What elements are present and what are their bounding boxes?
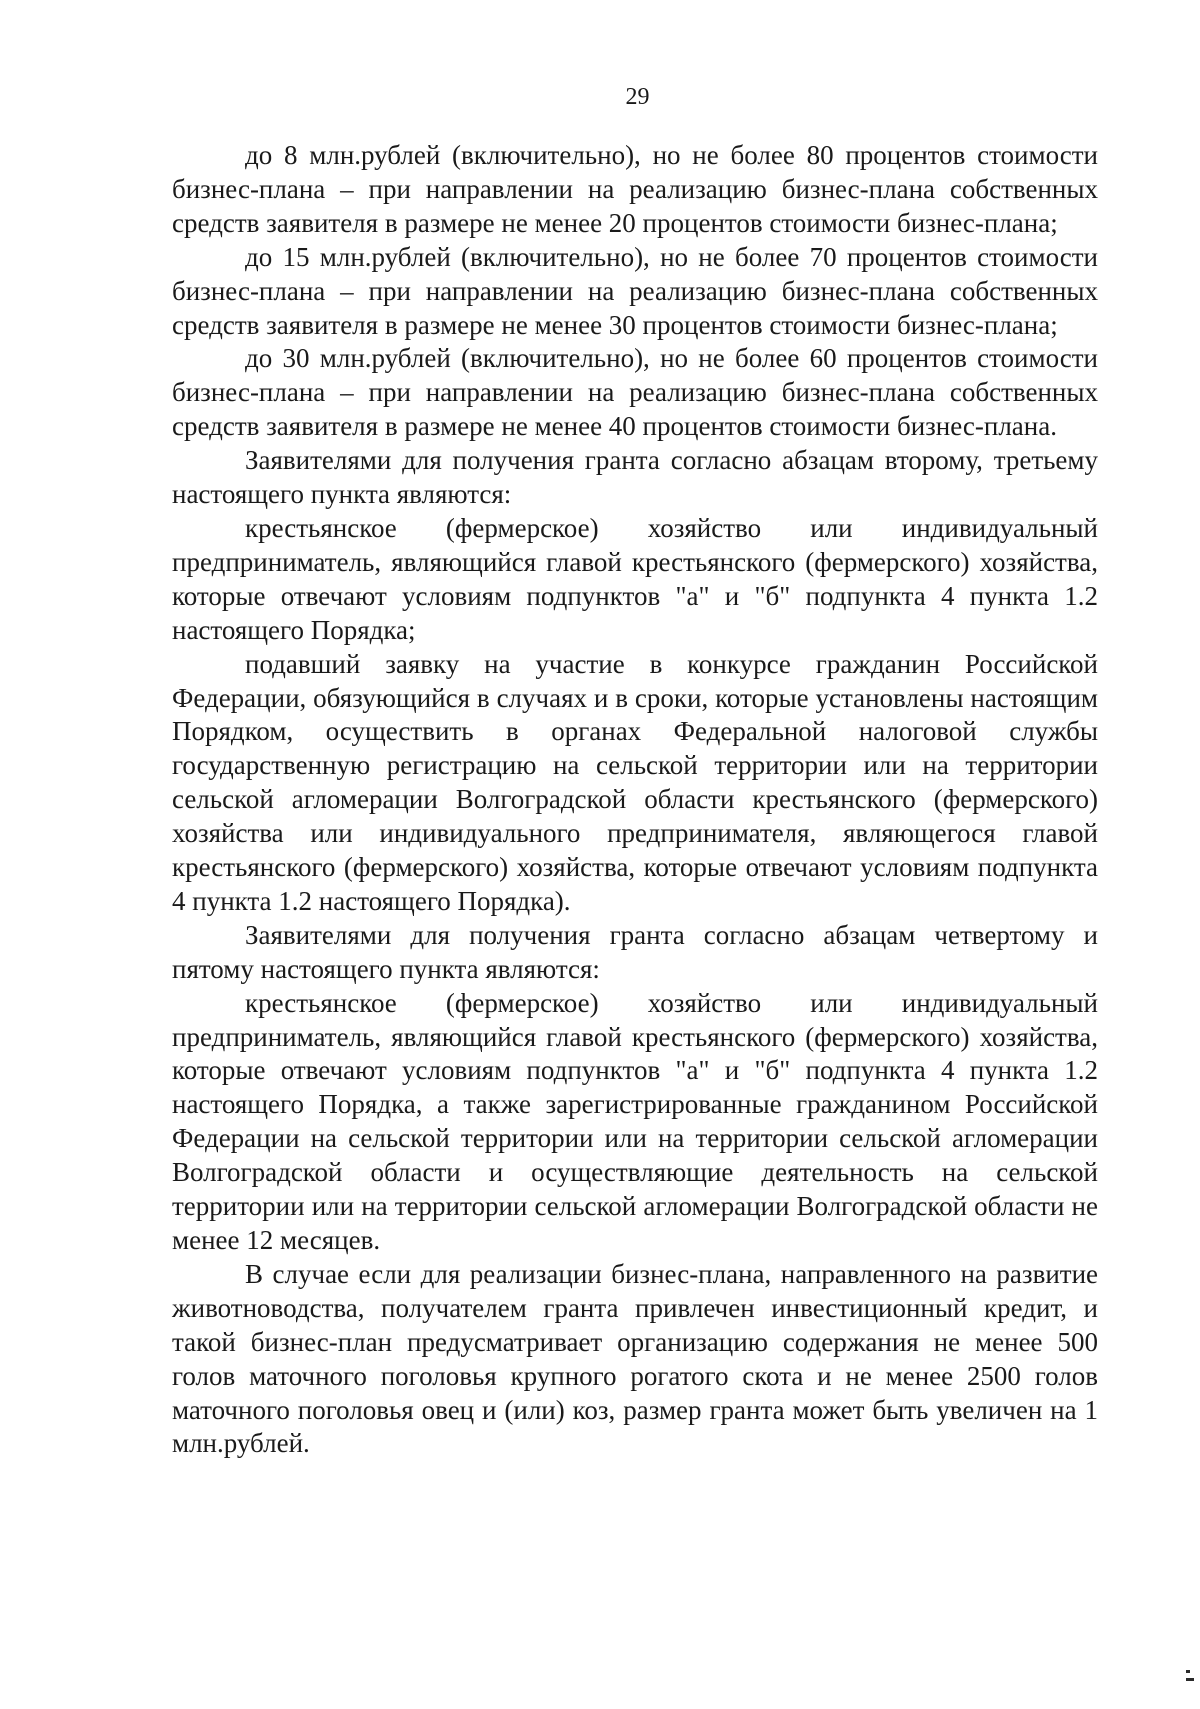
paragraph-farm-entity-2: крестьянское (фермерское) хозяйство или индивидуальный предприниматель, являющийся главой крестьянского (фермерского) хозяйства, которые отвечают условиям подпунктов "а" и "б" подпункта 4 пункта 1.2 настоящего Порядка, а также зарегистрированные гражданином Российской Федерации на сельской территории или на территории сельской агломерации Волгоградской области и осуществляющие деятельность на сельской территории или на территории сельской агломерации Волгоградской области не менее 12 месяцев. bbox=[172, 987, 1098, 1255]
paragraph-grant-30mln: до 30 млн.рублей (включительно), но не более 60 процентов стоимости бизнес-плана – при направлении на реализацию бизнес-плана собственных средств заявителя в размере не менее 40 процентов стоимости бизнес-плана. bbox=[172, 343, 1098, 442]
paragraph-grant-8mln: до 8 млн.рублей (включительно), но не более 80 процентов стоимости бизнес-плана – при направлении на реализацию бизнес-плана собственных средств заявителя в размере не менее 20 процентов стоимости бизнес-плана; bbox=[172, 140, 1098, 238]
scan-artifact bbox=[1186, 1670, 1190, 1673]
paragraph-livestock-increase: В случае если для реализации бизнес-плана, направленного на развитие животноводства, получателем гранта привлечен инвестиционный кредит, и такой бизнес-план предусматривает организацию содержания не менее 500 голов маточного поголовья крупного рогатого скота и не менее 2500 голов маточного поголовья овец и (или) коз, размер гранта может быть увеличен на 1 млн.рублей. bbox=[172, 1258, 1098, 1459]
paragraph-applicants-intro-2: Заявителями для получения гранта согласно абзацам четвертому и пятому настоящего пункта являются: bbox=[172, 919, 1098, 984]
paragraph-citizen-applicant: подавший заявку на участие в конкурсе гражданин Российской Федерации, обязующийся в случаях и в сроки, которые установлены настоящим Порядком, осуществить в органах Федеральной налоговой службы государственную регистрацию на сельской территории или на территории сельской агломерации Волгоградской области крестьянского (фермерского) хозяйства или индивидуального предпринимателя, являющегося главой крестьянского (фермерского) хозяйства, которые отвечают условиям подпункта 4 пункта 1.2 настоящего Порядка). bbox=[172, 648, 1098, 916]
scan-artifact bbox=[1186, 1678, 1194, 1681]
document-body bbox=[172, 139, 1098, 1461]
paragraph-grant-15mln: до 15 млн.рублей (включительно), но не более 70 процентов стоимости бизнес-плана – при направлении на реализацию бизнес-плана собственных средств заявителя в размере не менее 30 процентов стоимости бизнес-плана; bbox=[172, 241, 1098, 340]
page-number: 29 bbox=[625, 84, 650, 110]
paragraph-farm-entity-1: крестьянское (фермерское) хозяйство или индивидуальный предприниматель, являющийся главой крестьянского (фермерского) хозяйства, которые отвечают условиям подпунктов "а" и "б" подпункта 4 пункта 1.2 настоящего Порядка; bbox=[172, 512, 1098, 645]
paragraph-applicants-intro-1: Заявителями для получения гранта согласно абзацам второму, третьему настоящего пункта являются: bbox=[172, 445, 1098, 510]
